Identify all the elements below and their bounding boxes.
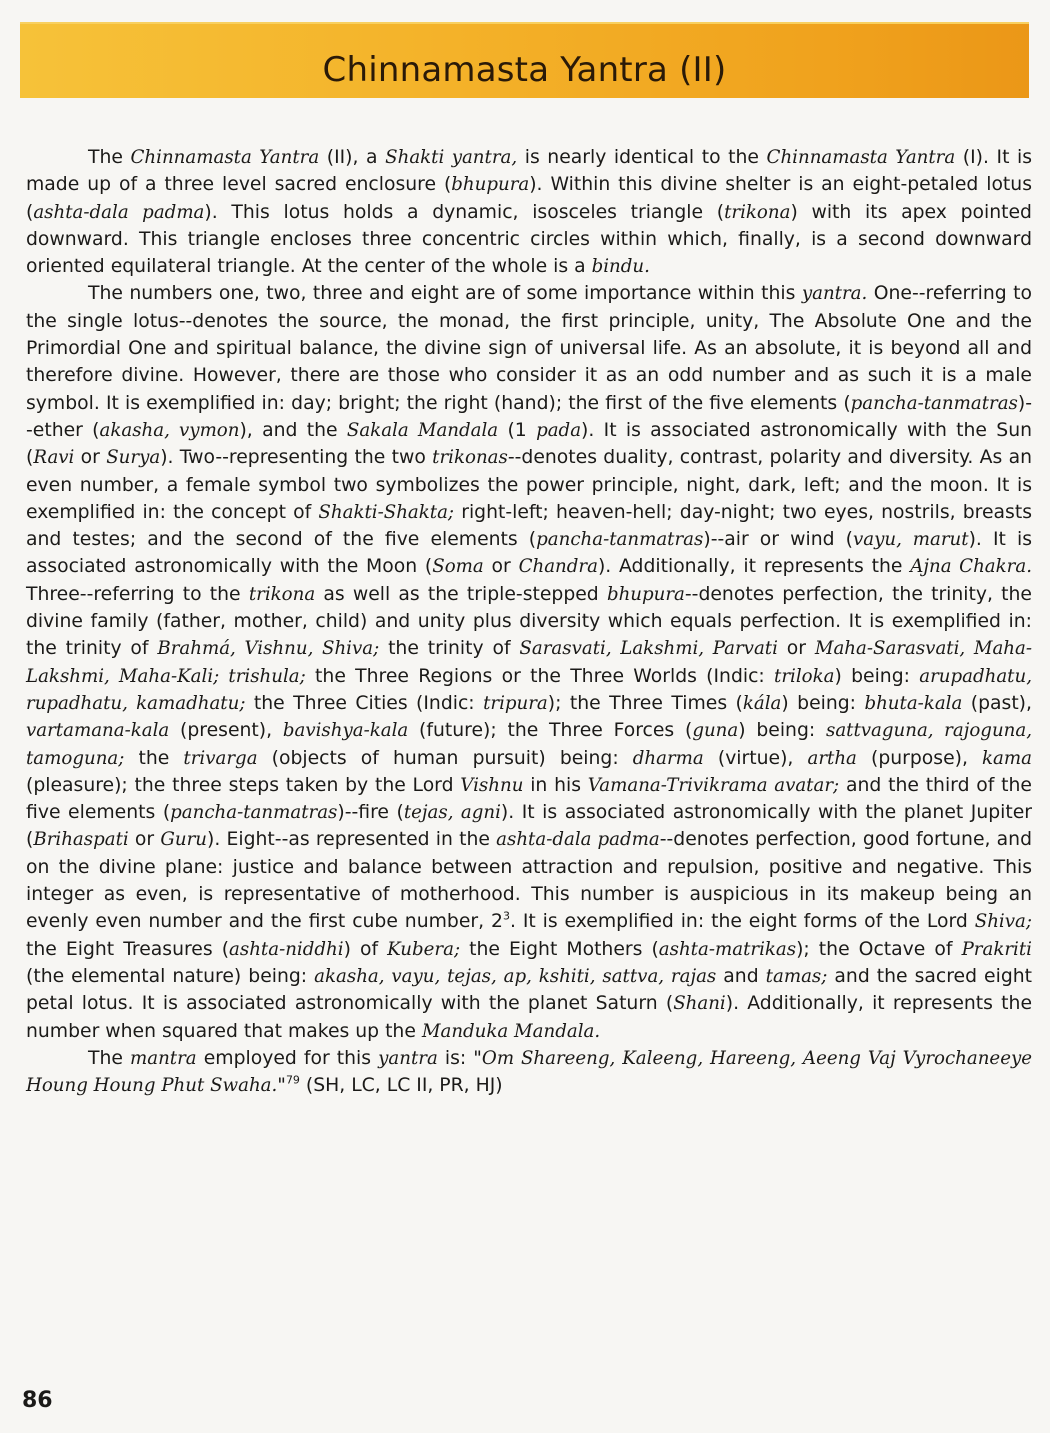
italic-term: Maha-Sarasvati, Maha-Lakshmi, Maha-Kali; trishula; [26, 638, 1033, 687]
italic-term: mantra [130, 1047, 197, 1069]
italic-term: akasha, vayu, tejas, ap, kshiti, sattva, rajas [314, 965, 717, 987]
text-run: ), and the [239, 419, 347, 441]
text-run: and the sacred eight petal lotus. It is associated astronomically with the planet Saturn ( [26, 965, 1033, 1015]
text-run: (I). It is made up of a three level sacred enclosure ( [26, 147, 1033, 196]
italic-term: yantra [378, 1047, 438, 1069]
superscript: 3 [502, 910, 510, 924]
italic-term: Shani [673, 993, 726, 1015]
text-run: ) of [343, 938, 388, 960]
text-run: --denotes perfection, the trinity, the divine family (father, mother, child) and unity plus diversity which equals perfection. It is exemplified in: the trinity of [26, 583, 1032, 660]
text-run: the trinity of [379, 638, 520, 660]
text-run: The [88, 1047, 130, 1069]
text-run: or [483, 556, 519, 578]
italic-term: ashta-niddhi [229, 938, 344, 960]
text-run: (virtue), [703, 747, 808, 769]
italic-term: Chinnamasta Yantra [766, 147, 956, 168]
text-run: . It is exemplified in: the eight forms of the Lord [509, 911, 975, 933]
italic-term: Chandra [518, 556, 598, 578]
text-run: the Three Regions or the Three Worlds (Indic: [305, 665, 775, 687]
italic-term: Sakala Mandala [346, 419, 499, 441]
text-run: (future); the Three Forces ( [408, 720, 693, 742]
text-run: The [88, 147, 131, 168]
page-title: Chinnamasta Yantra (II) [322, 50, 727, 90]
text-run: and [716, 965, 766, 987]
text-run: the Eight Treasures ( [26, 938, 230, 960]
paragraph-mantra [26, 1045, 1032, 1100]
italic-term: dharma [632, 747, 704, 769]
italic-term: Vishnu [460, 774, 524, 796]
italic-term: trikona [248, 583, 316, 605]
italic-term: guna [692, 720, 739, 742]
text-run: One--referring to the single lotus--denotes the source, the monad, the first principle, unity, The Absolute One and the Primordial One and spiritual balance, the divine sign of universal life. As an absolute, it is beyond all and therefore divine. However, there are those who consider it as an odd number and as such it is a male symbol. It is exemplified in: day; bright; the right (hand); the first of the five elements ( [26, 283, 1032, 414]
title-banner [20, 22, 1029, 98]
text-run: " [277, 1075, 286, 1097]
paragraph-numbers [26, 280, 1032, 1044]
italic-term: Brihaspati [33, 829, 129, 851]
page-number: 86 [22, 1388, 53, 1413]
text-run: in his [523, 774, 588, 796]
text-run: ) being: [834, 665, 920, 687]
text-run: ) being: [738, 720, 826, 742]
italic-term: ashta-matrikas [658, 938, 797, 960]
italic-term: Ajna Chakra. [910, 556, 1032, 578]
italic-term: Surya [106, 447, 161, 469]
text-run: The numbers one, two, three and eight are of some importance within this [88, 283, 802, 305]
text-run: (1 [498, 419, 537, 441]
italic-term: kála [742, 692, 782, 714]
italic-term: pancha-tanmatras [850, 392, 1018, 414]
text-run: Three--referring to the [26, 583, 249, 605]
italic-term: Shiva; [974, 911, 1032, 933]
text-run: --denotes duality, contrast, polarity and diversity. As an even number, a female symbol two symbolizes the power principle, night, dark, left; and the moon. It is exemplified in: the concept of [26, 447, 1033, 523]
text-run: employed for this [196, 1047, 379, 1069]
text-run: the [124, 747, 184, 769]
text-run: or [777, 638, 815, 660]
italic-term: trivarga [183, 747, 258, 769]
text-run: ). It is associated astronomically with the planet Jupiter ( [26, 802, 1033, 851]
italic-term: pancha-tanmatras [170, 802, 338, 824]
italic-term: ashta-dala padma [496, 829, 660, 851]
italic-term: bindu. [591, 256, 650, 278]
text-run: --denotes perfection, good fortune, and on the divine plane: justice and balance between attraction and repulsion, positive and negative. This integer as even, is representative of motherhood. This number is auspicious in its makeup being an evenly even number and the first cube number, 2 [26, 829, 1033, 933]
italic-term: yantra. [801, 283, 868, 305]
text-run: ). Eight--as represented in the [207, 829, 497, 851]
italic-term: Vamana-Trivikrama avatar; [587, 774, 840, 796]
text-run: (past), [962, 692, 1032, 714]
italic-term: trikona [724, 201, 791, 223]
italic-term: Om Shareeng, Kaleeng, Hareeng, Aeeng Vaj Vyrochaneeye Houng Houng Phut Swaha. [26, 1047, 1032, 1097]
italic-term: Manduka Mandala. [421, 1020, 601, 1042]
text-run: )--air or wind ( [703, 529, 853, 551]
text-run: ). Additionally, it represents the number when squared that makes up the [26, 993, 1033, 1042]
italic-term: pada [536, 419, 582, 441]
text-run: (II), a [319, 147, 386, 168]
italic-term: bhuta-kala [864, 692, 963, 714]
italic-term: Kubera; [387, 938, 461, 960]
text-run: (purpose), [856, 747, 983, 769]
italic-term: Sarasvati, Lakshmi, Parvati [519, 638, 778, 660]
italic-term: vartamana-kala [26, 720, 170, 742]
italic-term: Shakti-Shakta; [318, 501, 455, 523]
superscript: 79 [285, 1073, 300, 1087]
italic-term: bhupura [606, 583, 685, 605]
italic-term: pancha-tanmatras [536, 529, 704, 551]
text-run: )--fire ( [337, 802, 404, 824]
text-run: (pleasure); the three steps taken by the Lord [26, 774, 461, 796]
italic-term: arupadhatu, rupadhatu, kamadhatu; [26, 665, 1032, 714]
text-run: right-left; heaven-hell; day-night; two eyes, nostrils, breasts and testes; and the second of the five elements ( [26, 501, 1032, 551]
italic-term: Ravi [33, 447, 75, 469]
italic-term: tripura [483, 692, 548, 714]
text-run: is nearly identical to the [517, 147, 767, 168]
text-run: as well as the triple-stepped [315, 583, 607, 605]
italic-term: Soma [432, 556, 484, 578]
italic-term: trikonas [432, 447, 508, 469]
italic-term: vayu, marut [852, 529, 969, 551]
italic-term: sattvaguna, rajoguna, tamoguna; [26, 720, 1032, 769]
text-run: (the elemental nature) being: [26, 965, 315, 987]
text-run: )--ether ( [26, 392, 1032, 441]
italic-term: tamas; [765, 965, 828, 987]
body-text [26, 144, 1032, 1099]
italic-term: kama [982, 747, 1032, 769]
italic-term: triloka [774, 665, 835, 687]
text-run: or [128, 829, 161, 851]
text-run: (SH, LC, LC II, PR, HJ) [299, 1075, 503, 1097]
text-run: ). Within this divine shelter is an eight-petaled lotus ( [26, 174, 1032, 223]
text-run: ). It is associated astronomically with the Moon ( [26, 529, 1032, 578]
text-run: or [74, 447, 107, 469]
text-run: (objects of human pursuit) being: [257, 747, 633, 769]
italic-term: akasha, vymon [99, 419, 240, 441]
text-run: ). This lotus holds a dynamic, isosceles triangle ( [204, 201, 725, 223]
italic-term: tejas, agni [403, 802, 501, 824]
text-run: ) being: [781, 692, 865, 714]
text-run: ) with its apex pointed downward. This triangle encloses three concentric circles within which, finally, is a second downward oriented equilateral triangle. At the center of the whole is a [26, 201, 1032, 278]
italic-term: bavishya-kala [282, 720, 409, 742]
text-run: the Eight Mothers ( [460, 938, 659, 960]
italic-term: bhupura [451, 174, 530, 196]
text-run: ); the Three Times ( [547, 692, 743, 714]
text-run: (present), [169, 720, 283, 742]
italic-term: ashta-dala padma [33, 201, 205, 223]
italic-term: Chinnamasta Yantra [130, 147, 320, 168]
italic-term: Brahmá, Vishnu, Shiva; [157, 638, 380, 660]
text-run: is: " [437, 1047, 482, 1069]
italic-term: Prakriti [961, 938, 1032, 960]
text-run: ). Two--representing the two [160, 447, 433, 469]
italic-term: Guru [160, 829, 208, 851]
text-run: the Three Cities (Indic: [245, 692, 484, 714]
italic-term: artha [807, 747, 857, 769]
text-run: ); the Octave of [796, 938, 962, 960]
italic-term: Shakti yantra, [385, 147, 518, 168]
paragraph-intro [26, 144, 1032, 280]
text-run: ). It is associated astronomically with the Sun ( [26, 419, 1033, 469]
text-run: ). Additionally, it represents the [597, 556, 911, 578]
text-run: and the third of the five elements ( [26, 774, 1032, 824]
